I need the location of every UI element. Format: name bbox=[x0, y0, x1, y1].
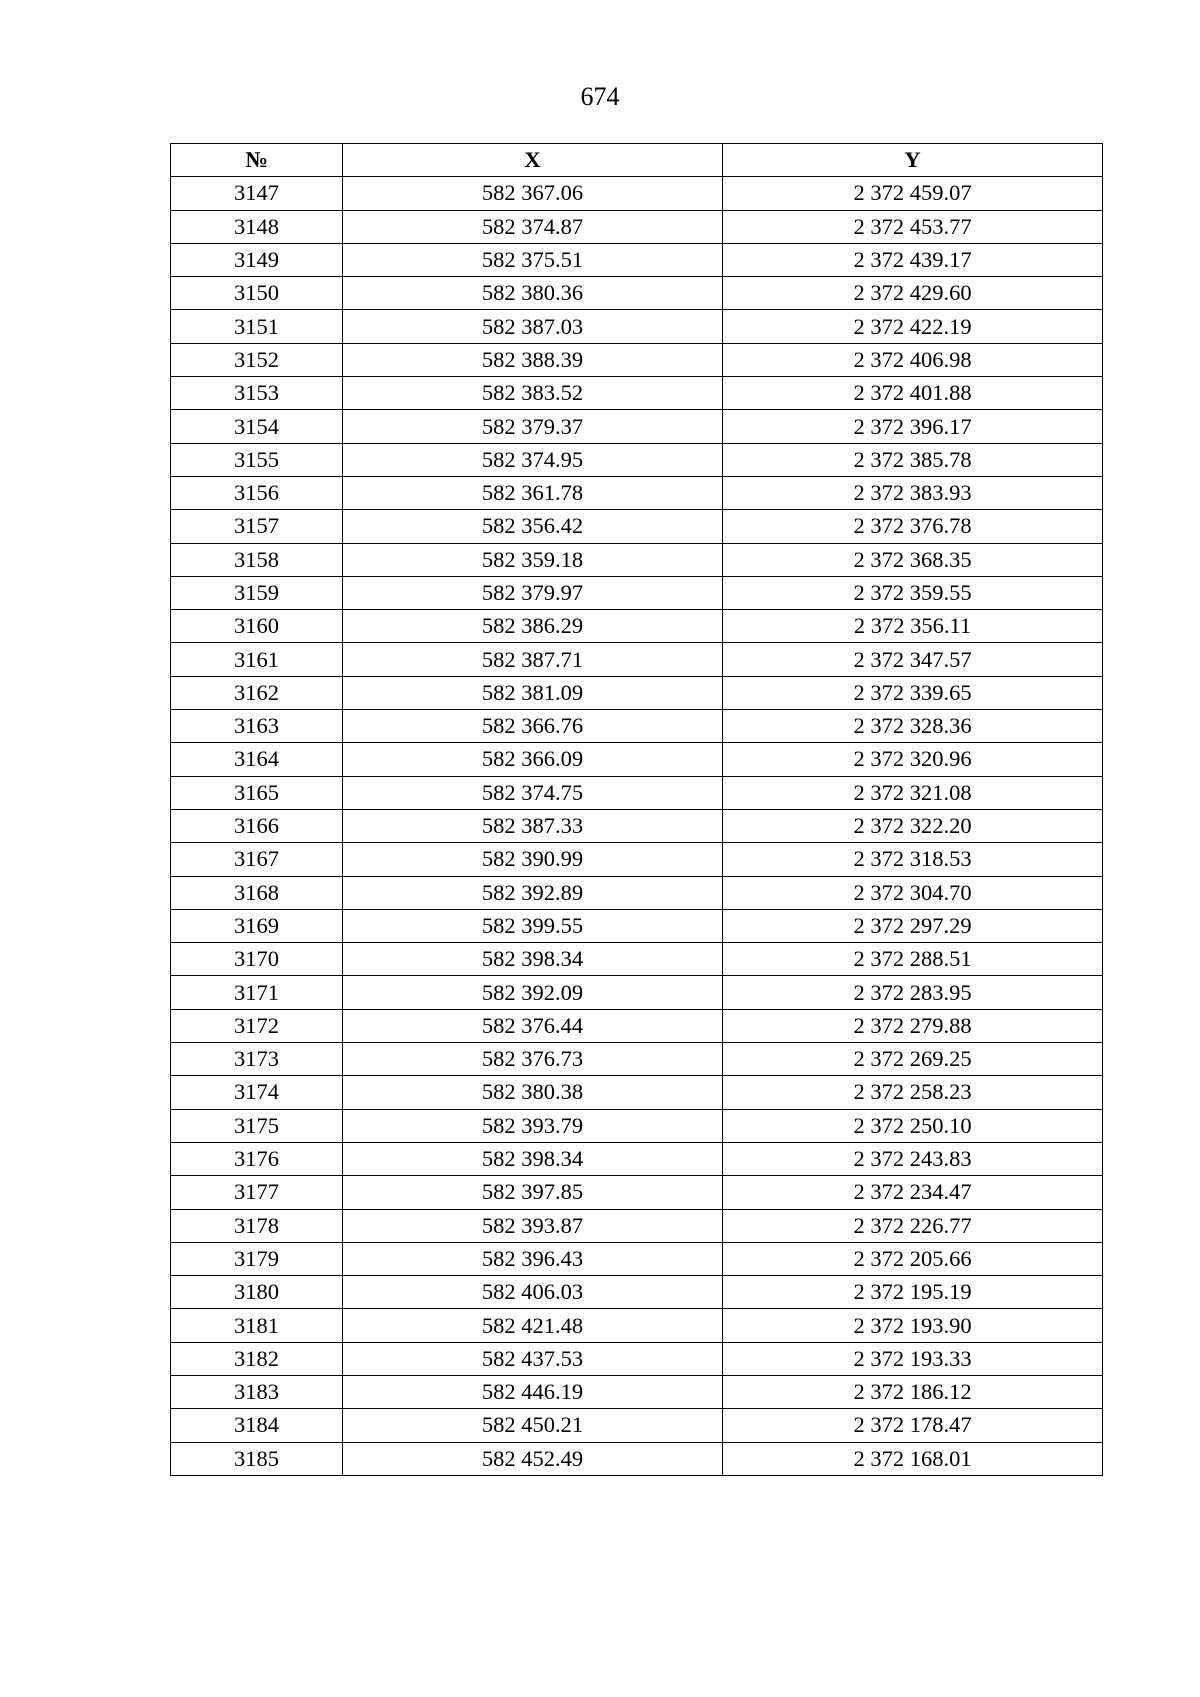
y-coordinate-cell: 2 372 453.77 bbox=[723, 210, 1103, 243]
point-number-cell: 3181 bbox=[171, 1309, 343, 1342]
table-row bbox=[171, 743, 1103, 776]
table-row bbox=[171, 1176, 1103, 1209]
y-coordinate-cell: 2 372 234.47 bbox=[723, 1176, 1103, 1209]
point-number-cell: 3148 bbox=[171, 210, 343, 243]
point-number-cell: 3157 bbox=[171, 510, 343, 543]
point-number-cell: 3171 bbox=[171, 976, 343, 1009]
x-coordinate-cell: 582 399.55 bbox=[343, 909, 723, 942]
header-row bbox=[171, 144, 1103, 177]
point-number-cell: 3166 bbox=[171, 809, 343, 842]
point-number-cell: 3185 bbox=[171, 1442, 343, 1475]
table-row bbox=[171, 410, 1103, 443]
point-number-cell: 3168 bbox=[171, 876, 343, 909]
x-coordinate-cell: 582 392.89 bbox=[343, 876, 723, 909]
y-coordinate-cell: 2 372 250.10 bbox=[723, 1109, 1103, 1142]
table-row bbox=[171, 643, 1103, 676]
x-coordinate-cell: 582 383.52 bbox=[343, 377, 723, 410]
table-row bbox=[171, 343, 1103, 376]
table-row bbox=[171, 1342, 1103, 1375]
x-coordinate-cell: 582 380.36 bbox=[343, 277, 723, 310]
header-number: № bbox=[171, 144, 343, 177]
x-coordinate-cell: 582 388.39 bbox=[343, 343, 723, 376]
y-coordinate-cell: 2 372 297.29 bbox=[723, 909, 1103, 942]
point-number-cell: 3176 bbox=[171, 1142, 343, 1175]
x-coordinate-cell: 582 406.03 bbox=[343, 1276, 723, 1309]
y-coordinate-cell: 2 372 328.36 bbox=[723, 710, 1103, 743]
table-row bbox=[171, 843, 1103, 876]
table-row bbox=[171, 377, 1103, 410]
x-coordinate-cell: 582 398.34 bbox=[343, 943, 723, 976]
table-row bbox=[171, 443, 1103, 476]
table-row bbox=[171, 1276, 1103, 1309]
point-number-cell: 3147 bbox=[171, 177, 343, 210]
table-row bbox=[171, 809, 1103, 842]
y-coordinate-cell: 2 372 258.23 bbox=[723, 1076, 1103, 1109]
table-body bbox=[171, 177, 1103, 1476]
point-number-cell: 3151 bbox=[171, 310, 343, 343]
x-coordinate-cell: 582 446.19 bbox=[343, 1375, 723, 1408]
y-coordinate-cell: 2 372 385.78 bbox=[723, 443, 1103, 476]
table-row bbox=[171, 1309, 1103, 1342]
x-coordinate-cell: 582 450.21 bbox=[343, 1409, 723, 1442]
x-coordinate-cell: 582 375.51 bbox=[343, 243, 723, 276]
y-coordinate-cell: 2 372 243.83 bbox=[723, 1142, 1103, 1175]
x-coordinate-cell: 582 367.06 bbox=[343, 177, 723, 210]
x-coordinate-cell: 582 381.09 bbox=[343, 676, 723, 709]
x-coordinate-cell: 582 421.48 bbox=[343, 1309, 723, 1342]
x-coordinate-cell: 582 356.42 bbox=[343, 510, 723, 543]
table-row bbox=[171, 909, 1103, 942]
table-row bbox=[171, 210, 1103, 243]
y-coordinate-cell: 2 372 186.12 bbox=[723, 1375, 1103, 1408]
y-coordinate-cell: 2 372 347.57 bbox=[723, 643, 1103, 676]
point-number-cell: 3149 bbox=[171, 243, 343, 276]
point-number-cell: 3180 bbox=[171, 1276, 343, 1309]
y-coordinate-cell: 2 372 304.70 bbox=[723, 876, 1103, 909]
y-coordinate-cell: 2 372 321.08 bbox=[723, 776, 1103, 809]
y-coordinate-cell: 2 372 459.07 bbox=[723, 177, 1103, 210]
table-row bbox=[171, 710, 1103, 743]
x-coordinate-cell: 582 374.95 bbox=[343, 443, 723, 476]
point-number-cell: 3170 bbox=[171, 943, 343, 976]
point-number-cell: 3156 bbox=[171, 476, 343, 509]
point-number-cell: 3184 bbox=[171, 1409, 343, 1442]
table-row bbox=[171, 1209, 1103, 1242]
y-coordinate-cell: 2 372 193.90 bbox=[723, 1309, 1103, 1342]
x-coordinate-cell: 582 379.97 bbox=[343, 576, 723, 609]
y-coordinate-cell: 2 372 279.88 bbox=[723, 1009, 1103, 1042]
x-coordinate-cell: 582 366.09 bbox=[343, 743, 723, 776]
point-number-cell: 3154 bbox=[171, 410, 343, 443]
table-row bbox=[171, 543, 1103, 576]
table-row bbox=[171, 177, 1103, 210]
point-number-cell: 3155 bbox=[171, 443, 343, 476]
table-row bbox=[171, 1142, 1103, 1175]
y-coordinate-cell: 2 372 376.78 bbox=[723, 510, 1103, 543]
point-number-cell: 3172 bbox=[171, 1009, 343, 1042]
table-row bbox=[171, 943, 1103, 976]
point-number-cell: 3173 bbox=[171, 1043, 343, 1076]
x-coordinate-cell: 582 387.71 bbox=[343, 643, 723, 676]
point-number-cell: 3153 bbox=[171, 377, 343, 410]
y-coordinate-cell: 2 372 429.60 bbox=[723, 277, 1103, 310]
x-coordinate-cell: 582 387.33 bbox=[343, 809, 723, 842]
table-row bbox=[171, 1076, 1103, 1109]
table-row bbox=[171, 476, 1103, 509]
x-coordinate-cell: 582 379.37 bbox=[343, 410, 723, 443]
point-number-cell: 3152 bbox=[171, 343, 343, 376]
point-number-cell: 3183 bbox=[171, 1375, 343, 1408]
point-number-cell: 3182 bbox=[171, 1342, 343, 1375]
point-number-cell: 3167 bbox=[171, 843, 343, 876]
y-coordinate-cell: 2 372 320.96 bbox=[723, 743, 1103, 776]
table-row bbox=[171, 876, 1103, 909]
y-coordinate-cell: 2 372 168.01 bbox=[723, 1442, 1103, 1475]
x-coordinate-cell: 582 398.34 bbox=[343, 1142, 723, 1175]
point-number-cell: 3150 bbox=[171, 277, 343, 310]
table-row bbox=[171, 576, 1103, 609]
x-coordinate-cell: 582 390.99 bbox=[343, 843, 723, 876]
point-number-cell: 3177 bbox=[171, 1176, 343, 1209]
header-y: Y bbox=[723, 144, 1103, 177]
x-coordinate-cell: 582 359.18 bbox=[343, 543, 723, 576]
y-coordinate-cell: 2 372 283.95 bbox=[723, 976, 1103, 1009]
point-number-cell: 3165 bbox=[171, 776, 343, 809]
x-coordinate-cell: 582 393.79 bbox=[343, 1109, 723, 1142]
x-coordinate-cell: 582 376.73 bbox=[343, 1043, 723, 1076]
x-coordinate-cell: 582 374.87 bbox=[343, 210, 723, 243]
point-number-cell: 3175 bbox=[171, 1109, 343, 1142]
point-number-cell: 3164 bbox=[171, 743, 343, 776]
x-coordinate-cell: 582 361.78 bbox=[343, 476, 723, 509]
table-row bbox=[171, 1442, 1103, 1475]
point-number-cell: 3174 bbox=[171, 1076, 343, 1109]
y-coordinate-cell: 2 372 322.20 bbox=[723, 809, 1103, 842]
y-coordinate-cell: 2 372 383.93 bbox=[723, 476, 1103, 509]
y-coordinate-cell: 2 372 368.35 bbox=[723, 543, 1103, 576]
table-row bbox=[171, 510, 1103, 543]
point-number-cell: 3179 bbox=[171, 1242, 343, 1275]
table-row bbox=[171, 1009, 1103, 1042]
table-row bbox=[171, 1242, 1103, 1275]
table-row bbox=[171, 277, 1103, 310]
point-number-cell: 3160 bbox=[171, 610, 343, 643]
table-row bbox=[171, 1409, 1103, 1442]
table-row bbox=[171, 976, 1103, 1009]
y-coordinate-cell: 2 372 359.55 bbox=[723, 576, 1103, 609]
y-coordinate-cell: 2 372 288.51 bbox=[723, 943, 1103, 976]
point-number-cell: 3178 bbox=[171, 1209, 343, 1242]
y-coordinate-cell: 2 372 406.98 bbox=[723, 343, 1103, 376]
point-number-cell: 3159 bbox=[171, 576, 343, 609]
y-coordinate-cell: 2 372 439.17 bbox=[723, 243, 1103, 276]
table-row bbox=[171, 310, 1103, 343]
y-coordinate-cell: 2 372 339.65 bbox=[723, 676, 1103, 709]
table-row bbox=[171, 610, 1103, 643]
table-row bbox=[171, 243, 1103, 276]
y-coordinate-cell: 2 372 193.33 bbox=[723, 1342, 1103, 1375]
y-coordinate-cell: 2 372 226.77 bbox=[723, 1209, 1103, 1242]
table-row bbox=[171, 1043, 1103, 1076]
header-x: X bbox=[343, 144, 723, 177]
point-number-cell: 3158 bbox=[171, 543, 343, 576]
x-coordinate-cell: 582 374.75 bbox=[343, 776, 723, 809]
table-row bbox=[171, 1375, 1103, 1408]
point-number-cell: 3169 bbox=[171, 909, 343, 942]
table-row bbox=[171, 1109, 1103, 1142]
x-coordinate-cell: 582 386.29 bbox=[343, 610, 723, 643]
x-coordinate-cell: 582 380.38 bbox=[343, 1076, 723, 1109]
x-coordinate-cell: 582 452.49 bbox=[343, 1442, 723, 1475]
x-coordinate-cell: 582 392.09 bbox=[343, 976, 723, 1009]
point-number-cell: 3162 bbox=[171, 676, 343, 709]
y-coordinate-cell: 2 372 422.19 bbox=[723, 310, 1103, 343]
point-number-cell: 3161 bbox=[171, 643, 343, 676]
y-coordinate-cell: 2 372 401.88 bbox=[723, 377, 1103, 410]
table-row bbox=[171, 776, 1103, 809]
page-number: 674 bbox=[580, 82, 620, 111]
table-row bbox=[171, 676, 1103, 709]
point-number-cell: 3163 bbox=[171, 710, 343, 743]
table-header bbox=[171, 144, 1103, 177]
x-coordinate-cell: 582 437.53 bbox=[343, 1342, 723, 1375]
y-coordinate-cell: 2 372 356.11 bbox=[723, 610, 1103, 643]
x-coordinate-cell: 582 366.76 bbox=[343, 710, 723, 743]
y-coordinate-cell: 2 372 396.17 bbox=[723, 410, 1103, 443]
y-coordinate-cell: 2 372 178.47 bbox=[723, 1409, 1103, 1442]
y-coordinate-cell: 2 372 318.53 bbox=[723, 843, 1103, 876]
y-coordinate-cell: 2 372 205.66 bbox=[723, 1242, 1103, 1275]
x-coordinate-cell: 582 387.03 bbox=[343, 310, 723, 343]
x-coordinate-cell: 582 376.44 bbox=[343, 1009, 723, 1042]
x-coordinate-cell: 582 396.43 bbox=[343, 1242, 723, 1275]
y-coordinate-cell: 2 372 269.25 bbox=[723, 1043, 1103, 1076]
coordinates-table bbox=[170, 143, 1103, 1476]
y-coordinate-cell: 2 372 195.19 bbox=[723, 1276, 1103, 1309]
x-coordinate-cell: 582 397.85 bbox=[343, 1176, 723, 1209]
x-coordinate-cell: 582 393.87 bbox=[343, 1209, 723, 1242]
